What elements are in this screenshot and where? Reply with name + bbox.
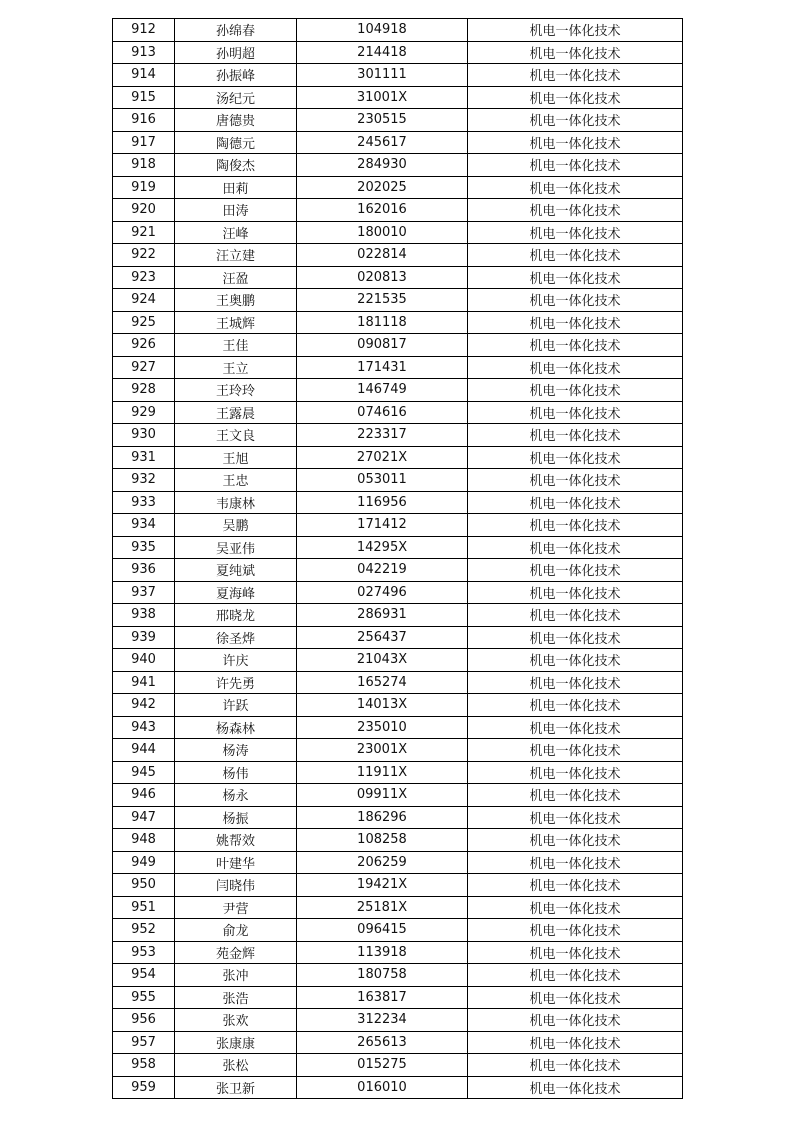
- major-cell: 机电一体化技术: [468, 784, 683, 807]
- table-row: [113, 739, 683, 762]
- row-number-cell: 937: [113, 581, 175, 604]
- table-row: [113, 311, 683, 334]
- table-row: [113, 109, 683, 132]
- table-row: [113, 356, 683, 379]
- row-number-cell: 930: [113, 424, 175, 447]
- name-cell: 孙振峰: [175, 64, 297, 87]
- id-cell: 21043X: [297, 649, 468, 672]
- id-cell: 19421X: [297, 874, 468, 897]
- id-cell: 020813: [297, 266, 468, 289]
- row-number-cell: 916: [113, 109, 175, 132]
- id-cell: 14013X: [297, 694, 468, 717]
- name-cell: 汪盈: [175, 266, 297, 289]
- table-row: [113, 536, 683, 559]
- name-cell: 杨振: [175, 806, 297, 829]
- id-cell: 171412: [297, 514, 468, 537]
- table-row: [113, 334, 683, 357]
- id-cell: 096415: [297, 919, 468, 942]
- name-cell: 王忠: [175, 469, 297, 492]
- name-cell: 闫晓伟: [175, 874, 297, 897]
- table-row: [113, 716, 683, 739]
- table-row: [113, 244, 683, 267]
- table-row: [113, 446, 683, 469]
- name-cell: 王奥鹏: [175, 289, 297, 312]
- row-number-cell: 929: [113, 401, 175, 424]
- major-cell: 机电一体化技术: [468, 334, 683, 357]
- id-cell: 171431: [297, 356, 468, 379]
- id-cell: 301111: [297, 64, 468, 87]
- table-row: [113, 86, 683, 109]
- table-row: [113, 694, 683, 717]
- id-cell: 286931: [297, 604, 468, 627]
- major-cell: 机电一体化技术: [468, 64, 683, 87]
- major-cell: 机电一体化技术: [468, 199, 683, 222]
- table-row: [113, 289, 683, 312]
- id-cell: 221535: [297, 289, 468, 312]
- major-cell: 机电一体化技术: [468, 986, 683, 1009]
- name-cell: 陶德元: [175, 131, 297, 154]
- major-cell: 机电一体化技术: [468, 874, 683, 897]
- major-cell: 机电一体化技术: [468, 626, 683, 649]
- name-cell: 吴鹏: [175, 514, 297, 537]
- table-row: [113, 896, 683, 919]
- major-cell: 机电一体化技术: [468, 806, 683, 829]
- major-cell: 机电一体化技术: [468, 1031, 683, 1054]
- major-cell: 机电一体化技术: [468, 311, 683, 334]
- major-cell: 机电一体化技术: [468, 244, 683, 267]
- id-cell: 090817: [297, 334, 468, 357]
- row-number-cell: 933: [113, 491, 175, 514]
- row-number-cell: 912: [113, 19, 175, 42]
- major-cell: 机电一体化技术: [468, 469, 683, 492]
- name-cell: 邢晓龙: [175, 604, 297, 627]
- name-cell: 汪立建: [175, 244, 297, 267]
- major-cell: 机电一体化技术: [468, 851, 683, 874]
- id-cell: 206259: [297, 851, 468, 874]
- table-row: [113, 761, 683, 784]
- row-number-cell: 952: [113, 919, 175, 942]
- id-cell: 022814: [297, 244, 468, 267]
- table-row: [113, 41, 683, 64]
- id-cell: 186296: [297, 806, 468, 829]
- table-row: [113, 514, 683, 537]
- table-row: [113, 1031, 683, 1054]
- name-cell: 王旭: [175, 446, 297, 469]
- id-cell: 116956: [297, 491, 468, 514]
- name-cell: 汪峰: [175, 221, 297, 244]
- row-number-cell: 954: [113, 964, 175, 987]
- major-cell: 机电一体化技术: [468, 581, 683, 604]
- id-cell: 09911X: [297, 784, 468, 807]
- row-number-cell: 949: [113, 851, 175, 874]
- id-cell: 163817: [297, 986, 468, 1009]
- major-cell: 机电一体化技术: [468, 829, 683, 852]
- row-number-cell: 951: [113, 896, 175, 919]
- name-cell: 俞龙: [175, 919, 297, 942]
- row-number-cell: 936: [113, 559, 175, 582]
- table-row: [113, 1076, 683, 1099]
- major-cell: 机电一体化技术: [468, 514, 683, 537]
- table-row: [113, 559, 683, 582]
- name-cell: 杨涛: [175, 739, 297, 762]
- id-cell: 202025: [297, 176, 468, 199]
- name-cell: 张康康: [175, 1031, 297, 1054]
- table-row: [113, 829, 683, 852]
- table-row: [113, 581, 683, 604]
- row-number-cell: 939: [113, 626, 175, 649]
- row-number-cell: 948: [113, 829, 175, 852]
- table-row: [113, 604, 683, 627]
- table-row: [113, 671, 683, 694]
- row-number-cell: 931: [113, 446, 175, 469]
- table-row: [113, 874, 683, 897]
- id-cell: 245617: [297, 131, 468, 154]
- name-cell: 王城辉: [175, 311, 297, 334]
- major-cell: 机电一体化技术: [468, 941, 683, 964]
- row-number-cell: 919: [113, 176, 175, 199]
- id-cell: 223317: [297, 424, 468, 447]
- major-cell: 机电一体化技术: [468, 41, 683, 64]
- table-row: [113, 154, 683, 177]
- row-number-cell: 935: [113, 536, 175, 559]
- name-cell: 汤纪元: [175, 86, 297, 109]
- row-number-cell: 947: [113, 806, 175, 829]
- id-cell: 042219: [297, 559, 468, 582]
- major-cell: 机电一体化技术: [468, 19, 683, 42]
- name-cell: 田莉: [175, 176, 297, 199]
- row-number-cell: 918: [113, 154, 175, 177]
- table-row: [113, 64, 683, 87]
- name-cell: 王露晨: [175, 401, 297, 424]
- name-cell: 孙明超: [175, 41, 297, 64]
- major-cell: 机电一体化技术: [468, 401, 683, 424]
- major-cell: 机电一体化技术: [468, 694, 683, 717]
- name-cell: 姚帮效: [175, 829, 297, 852]
- id-cell: 162016: [297, 199, 468, 222]
- table-row: [113, 266, 683, 289]
- row-number-cell: 956: [113, 1009, 175, 1032]
- row-number-cell: 923: [113, 266, 175, 289]
- row-number-cell: 925: [113, 311, 175, 334]
- table-row: [113, 649, 683, 672]
- table-row: [113, 469, 683, 492]
- id-cell: 180758: [297, 964, 468, 987]
- id-cell: 180010: [297, 221, 468, 244]
- row-number-cell: 958: [113, 1054, 175, 1077]
- name-cell: 唐德贵: [175, 109, 297, 132]
- major-cell: 机电一体化技术: [468, 86, 683, 109]
- name-cell: 孙绵春: [175, 19, 297, 42]
- major-cell: 机电一体化技术: [468, 289, 683, 312]
- row-number-cell: 920: [113, 199, 175, 222]
- major-cell: 机电一体化技术: [468, 176, 683, 199]
- id-cell: 235010: [297, 716, 468, 739]
- major-cell: 机电一体化技术: [468, 964, 683, 987]
- table-row: [113, 851, 683, 874]
- id-cell: 146749: [297, 379, 468, 402]
- table-row: [113, 491, 683, 514]
- name-cell: 王玲玲: [175, 379, 297, 402]
- name-cell: 杨永: [175, 784, 297, 807]
- row-number-cell: 957: [113, 1031, 175, 1054]
- roster-table-body: [113, 19, 683, 1099]
- name-cell: 韦康林: [175, 491, 297, 514]
- major-cell: 机电一体化技术: [468, 356, 683, 379]
- table-row: [113, 1054, 683, 1077]
- row-number-cell: 938: [113, 604, 175, 627]
- row-number-cell: 934: [113, 514, 175, 537]
- major-cell: 机电一体化技术: [468, 1009, 683, 1032]
- name-cell: 苑金辉: [175, 941, 297, 964]
- row-number-cell: 913: [113, 41, 175, 64]
- major-cell: 机电一体化技术: [468, 131, 683, 154]
- major-cell: 机电一体化技术: [468, 671, 683, 694]
- row-number-cell: 922: [113, 244, 175, 267]
- id-cell: 113918: [297, 941, 468, 964]
- major-cell: 机电一体化技术: [468, 446, 683, 469]
- id-cell: 312234: [297, 1009, 468, 1032]
- major-cell: 机电一体化技术: [468, 919, 683, 942]
- major-cell: 机电一体化技术: [468, 649, 683, 672]
- name-cell: 张卫新: [175, 1076, 297, 1099]
- major-cell: 机电一体化技术: [468, 716, 683, 739]
- table-row: [113, 1009, 683, 1032]
- id-cell: 027496: [297, 581, 468, 604]
- table-row: [113, 964, 683, 987]
- name-cell: 吴亚伟: [175, 536, 297, 559]
- id-cell: 104918: [297, 19, 468, 42]
- name-cell: 杨森林: [175, 716, 297, 739]
- row-number-cell: 950: [113, 874, 175, 897]
- major-cell: 机电一体化技术: [468, 761, 683, 784]
- id-cell: 25181X: [297, 896, 468, 919]
- name-cell: 徐圣烨: [175, 626, 297, 649]
- name-cell: 张冲: [175, 964, 297, 987]
- row-number-cell: 921: [113, 221, 175, 244]
- row-number-cell: 926: [113, 334, 175, 357]
- row-number-cell: 942: [113, 694, 175, 717]
- name-cell: 尹营: [175, 896, 297, 919]
- major-cell: 机电一体化技术: [468, 1076, 683, 1099]
- name-cell: 王立: [175, 356, 297, 379]
- name-cell: 王佳: [175, 334, 297, 357]
- major-cell: 机电一体化技术: [468, 896, 683, 919]
- major-cell: 机电一体化技术: [468, 221, 683, 244]
- major-cell: 机电一体化技术: [468, 154, 683, 177]
- name-cell: 叶建华: [175, 851, 297, 874]
- row-number-cell: 953: [113, 941, 175, 964]
- major-cell: 机电一体化技术: [468, 424, 683, 447]
- major-cell: 机电一体化技术: [468, 536, 683, 559]
- major-cell: 机电一体化技术: [468, 491, 683, 514]
- table-row: [113, 221, 683, 244]
- name-cell: 杨伟: [175, 761, 297, 784]
- id-cell: 27021X: [297, 446, 468, 469]
- id-cell: 230515: [297, 109, 468, 132]
- name-cell: 许先勇: [175, 671, 297, 694]
- table-row: [113, 806, 683, 829]
- id-cell: 108258: [297, 829, 468, 852]
- name-cell: 夏海峰: [175, 581, 297, 604]
- id-cell: 11911X: [297, 761, 468, 784]
- id-cell: 015275: [297, 1054, 468, 1077]
- name-cell: 田涛: [175, 199, 297, 222]
- name-cell: 陶俊杰: [175, 154, 297, 177]
- table-row: [113, 784, 683, 807]
- name-cell: 张浩: [175, 986, 297, 1009]
- name-cell: 王文良: [175, 424, 297, 447]
- row-number-cell: 944: [113, 739, 175, 762]
- row-number-cell: 946: [113, 784, 175, 807]
- id-cell: 284930: [297, 154, 468, 177]
- row-number-cell: 927: [113, 356, 175, 379]
- row-number-cell: 959: [113, 1076, 175, 1099]
- name-cell: 许跃: [175, 694, 297, 717]
- major-cell: 机电一体化技术: [468, 266, 683, 289]
- row-number-cell: 941: [113, 671, 175, 694]
- table-row: [113, 919, 683, 942]
- id-cell: 181118: [297, 311, 468, 334]
- id-cell: 165274: [297, 671, 468, 694]
- id-cell: 214418: [297, 41, 468, 64]
- id-cell: 23001X: [297, 739, 468, 762]
- table-row: [113, 379, 683, 402]
- major-cell: 机电一体化技术: [468, 1054, 683, 1077]
- id-cell: 053011: [297, 469, 468, 492]
- table-row: [113, 401, 683, 424]
- name-cell: 夏纯斌: [175, 559, 297, 582]
- table-row: [113, 941, 683, 964]
- id-cell: 256437: [297, 626, 468, 649]
- roster-table: [112, 18, 683, 1099]
- name-cell: 张松: [175, 1054, 297, 1077]
- table-row: [113, 131, 683, 154]
- id-cell: 265613: [297, 1031, 468, 1054]
- major-cell: 机电一体化技术: [468, 379, 683, 402]
- id-cell: 016010: [297, 1076, 468, 1099]
- table-row: [113, 199, 683, 222]
- row-number-cell: 943: [113, 716, 175, 739]
- table-row: [113, 626, 683, 649]
- row-number-cell: 940: [113, 649, 175, 672]
- id-cell: 074616: [297, 401, 468, 424]
- id-cell: 31001X: [297, 86, 468, 109]
- table-row: [113, 19, 683, 42]
- row-number-cell: 914: [113, 64, 175, 87]
- row-number-cell: 955: [113, 986, 175, 1009]
- name-cell: 张欢: [175, 1009, 297, 1032]
- id-cell: 14295X: [297, 536, 468, 559]
- row-number-cell: 924: [113, 289, 175, 312]
- row-number-cell: 928: [113, 379, 175, 402]
- name-cell: 许庆: [175, 649, 297, 672]
- row-number-cell: 945: [113, 761, 175, 784]
- major-cell: 机电一体化技术: [468, 739, 683, 762]
- table-row: [113, 986, 683, 1009]
- major-cell: 机电一体化技术: [468, 559, 683, 582]
- row-number-cell: 917: [113, 131, 175, 154]
- row-number-cell: 932: [113, 469, 175, 492]
- table-row: [113, 176, 683, 199]
- table-row: [113, 424, 683, 447]
- major-cell: 机电一体化技术: [468, 109, 683, 132]
- row-number-cell: 915: [113, 86, 175, 109]
- major-cell: 机电一体化技术: [468, 604, 683, 627]
